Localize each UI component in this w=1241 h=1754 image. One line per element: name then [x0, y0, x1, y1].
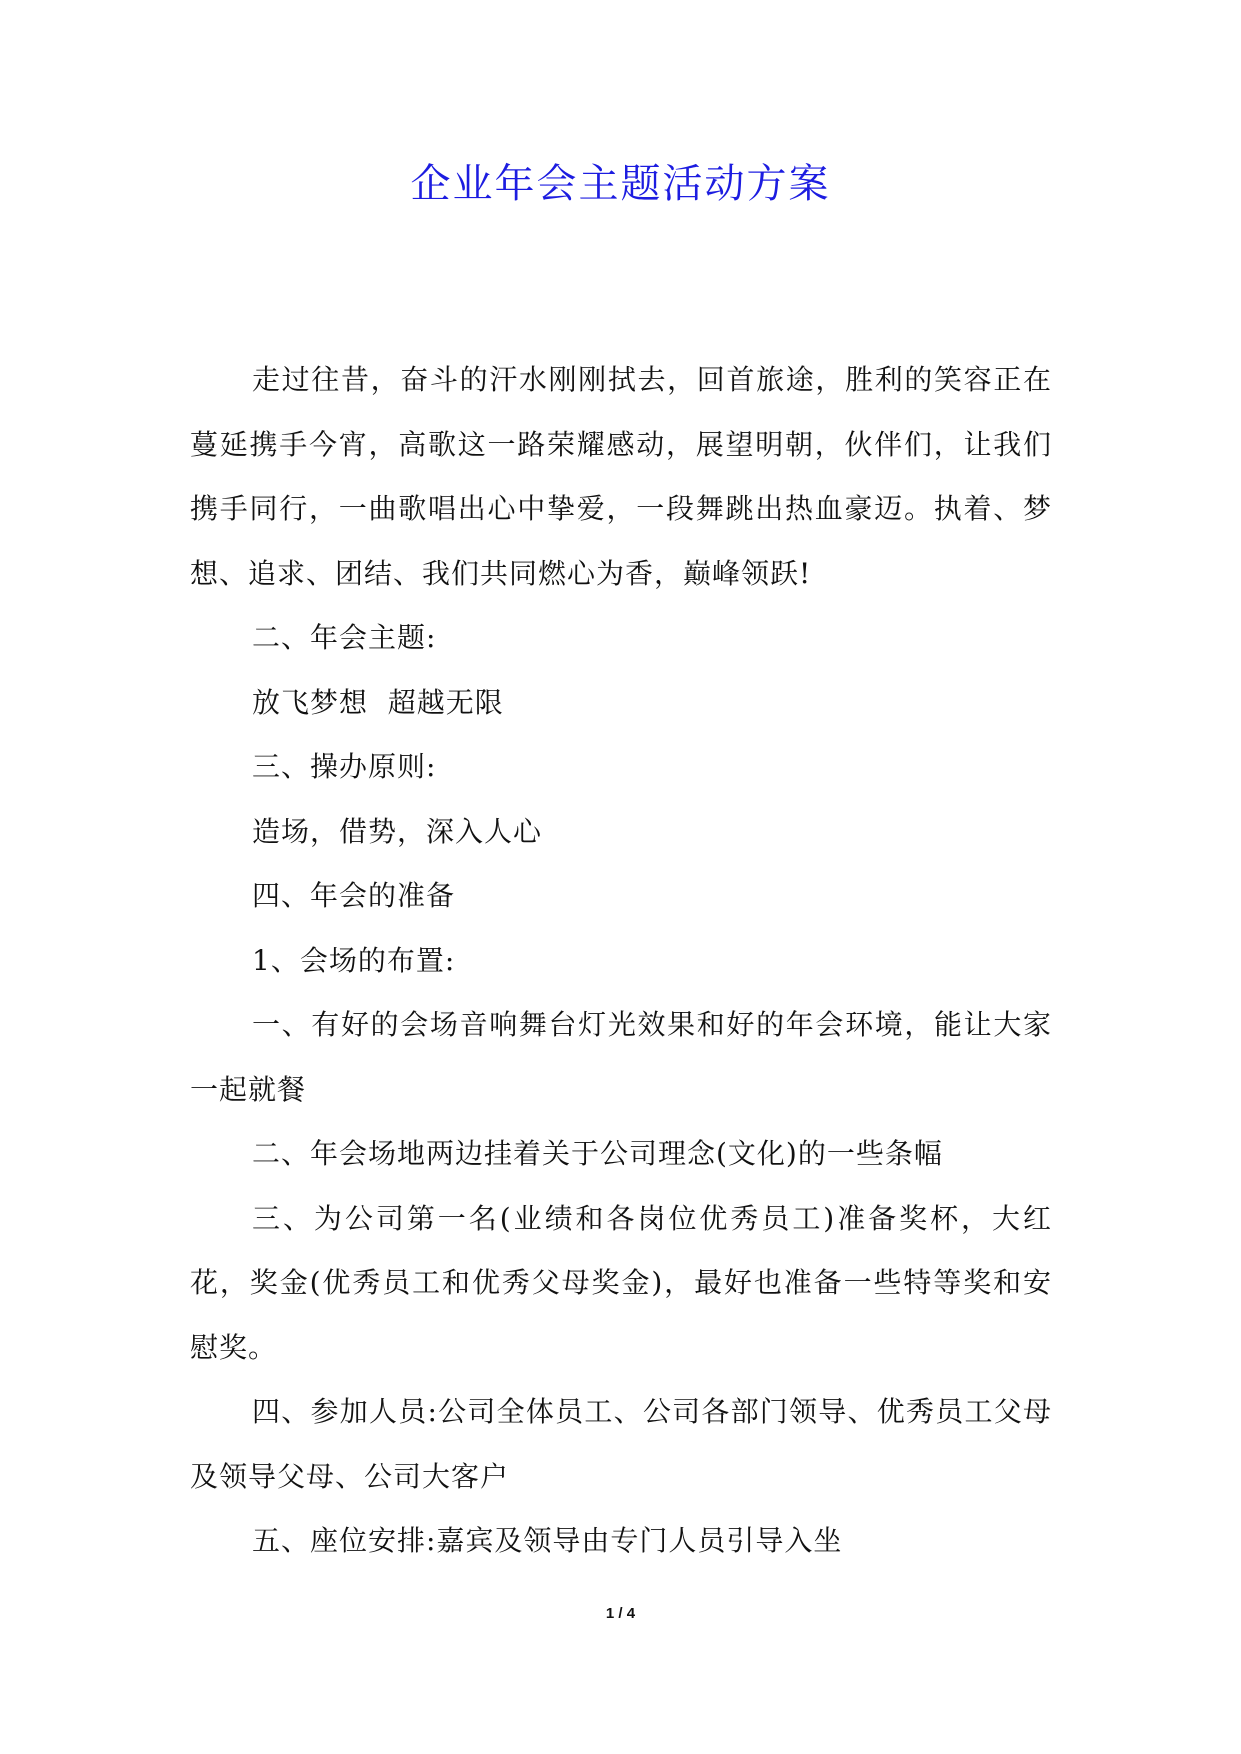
venue-item-5: 五、座位安排:嘉宾及领导由专门人员引导入坐	[252, 1524, 843, 1557]
section-heading-principles: 三、操办原则:	[252, 750, 437, 783]
venue-item-1: 一、有好的会场音响舞台灯光效果和好的年会环境，能让大家一起就餐	[190, 1008, 1052, 1106]
section-heading-preparation: 四、年会的准备	[252, 879, 456, 912]
document-body	[190, 348, 1052, 1574]
page-number: 1 / 4	[605, 1605, 636, 1622]
intro-paragraph: 走过往昔，奋斗的汗水刚刚拭去，回首旅途，胜利的笑容正在蔓延携手今宵，高歌这一路荣耀感动，展望明朝，伙伴们，让我们携手同行，一曲歌唱出心中挚爱，一段舞跳出热血豪迈。执着、梦想、追求、团结、我们共同燃心为香，巅峰领跃!	[190, 363, 1052, 590]
theme-text: 放飞梦想 超越无限	[252, 685, 504, 719]
venue-item-3: 三、为公司第一名(业绩和各岗位优秀员工)准备奖杯，大红花，奖金(优秀员工和优秀父母奖金)，最好也准备一些特等奖和安慰奖。	[190, 1201, 1052, 1364]
section-heading-theme: 二、年会主题:	[252, 621, 437, 654]
venue-item-2: 二、年会场地两边挂着关于公司理念(文化)的一些条幅	[252, 1137, 943, 1170]
principles-text: 造场，借势，深入人心	[252, 814, 543, 848]
venue-item-4: 四、参加人员:公司全体员工、公司各部门领导、优秀员工父母及领导父母、公司大客户	[190, 1395, 1052, 1493]
document-title: 企业年会主题活动方案	[410, 161, 831, 207]
subsection-heading-venue: 1、会场的布置:	[252, 943, 456, 977]
